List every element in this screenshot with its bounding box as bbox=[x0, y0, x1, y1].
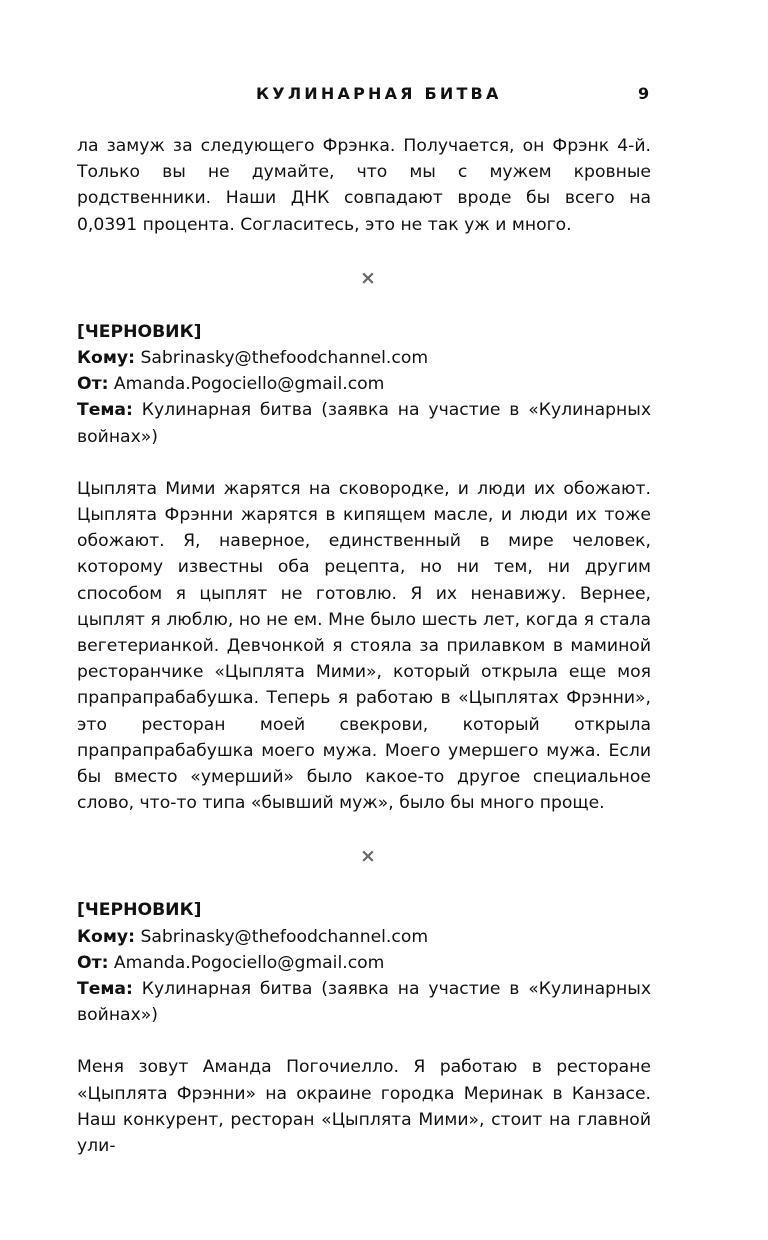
running-title: КУЛИНАРНАЯ БИТВА bbox=[256, 84, 502, 103]
email-body: Цыплята Мими жарятся на сковородке, и люди их обожают. Цыплята Фрэнни жарятся в кипящем масле, и люди их тоже обожают. Я, наверное, единственный в мире человек, которому известны оба рецепта, но ни тем, ни другим способом я цыплят не готовлю. Я их ненавижу. Вернее, цыплят я люблю, но не ем. Мне было шесть лет, когда я стала вегетерианкой. Девчонкой я стояла за прилавком в маминой ресторанчике «Цыплята Мими», который открыла еще моя прапрапрабабушка. Теперь я работаю в «Цыплятах Фрэнни», это ресторан моей свекрови, который открыла прапрапрабабушка моего мужа. Моего умершего мужа. Если бы вместо «умерший» было какое-то другое специальное слово, что-то типа «бывший муж», было бы много проще. bbox=[77, 478, 651, 814]
from-address: Amanda.Pogociello@gmail.com bbox=[113, 952, 385, 973]
email-body: Меня зовут Аманда Погочиелло. Я работаю в ресторане «Цыплята Фрэнни» на окраине городка Меринак в Канзасе. Наш конкурент, ресторан «Цыплята Мими», стоит на главной ули- bbox=[77, 1057, 651, 1157]
draft-label: [ЧЕРНОВИК] bbox=[77, 900, 202, 921]
email-to-line bbox=[77, 345, 651, 371]
section-divider-icon: × bbox=[360, 266, 376, 289]
subject-label: Тема: bbox=[77, 400, 133, 421]
running-header bbox=[0, 84, 768, 108]
email-draft-1 bbox=[77, 319, 651, 817]
subject-label: Тема: bbox=[77, 979, 133, 1000]
subject-text: Кулинарная битва (заявка на участие в «Кулинарных войнах») bbox=[77, 979, 651, 1026]
email-from-line bbox=[77, 371, 651, 397]
email-draft-2 bbox=[77, 897, 651, 1159]
email-to-line bbox=[77, 924, 651, 950]
paragraph-intro: ла замуж за следующего Фрэнка. Получается, он Фрэнк 4-й. Только вы не думайте, что мы с мужем кровные родственники. Наши ДНК совпадают вроде бы всего на 0,0391 процента. Согласитесь, это не так уж и много. bbox=[77, 136, 651, 235]
section-divider-icon: × bbox=[360, 845, 376, 868]
page-number: 9 bbox=[638, 84, 650, 103]
email-subject-line bbox=[77, 397, 651, 449]
email-subject-line bbox=[77, 976, 651, 1028]
to-label: Кому: bbox=[77, 348, 135, 369]
from-label: От: bbox=[77, 952, 109, 973]
from-label: От: bbox=[77, 374, 109, 395]
to-address: Sabrinasky@thefoodchannel.com bbox=[140, 926, 429, 947]
subject-text: Кулинарная битва (заявка на участие в «Кулинарных войнах») bbox=[77, 400, 651, 447]
draft-label: [ЧЕРНОВИК] bbox=[77, 321, 202, 342]
from-address: Amanda.Pogociello@gmail.com bbox=[113, 374, 385, 395]
to-address: Sabrinasky@thefoodchannel.com bbox=[140, 348, 429, 369]
email-from-line bbox=[77, 950, 651, 976]
to-label: Кому: bbox=[77, 926, 135, 947]
page-content bbox=[77, 133, 651, 1159]
